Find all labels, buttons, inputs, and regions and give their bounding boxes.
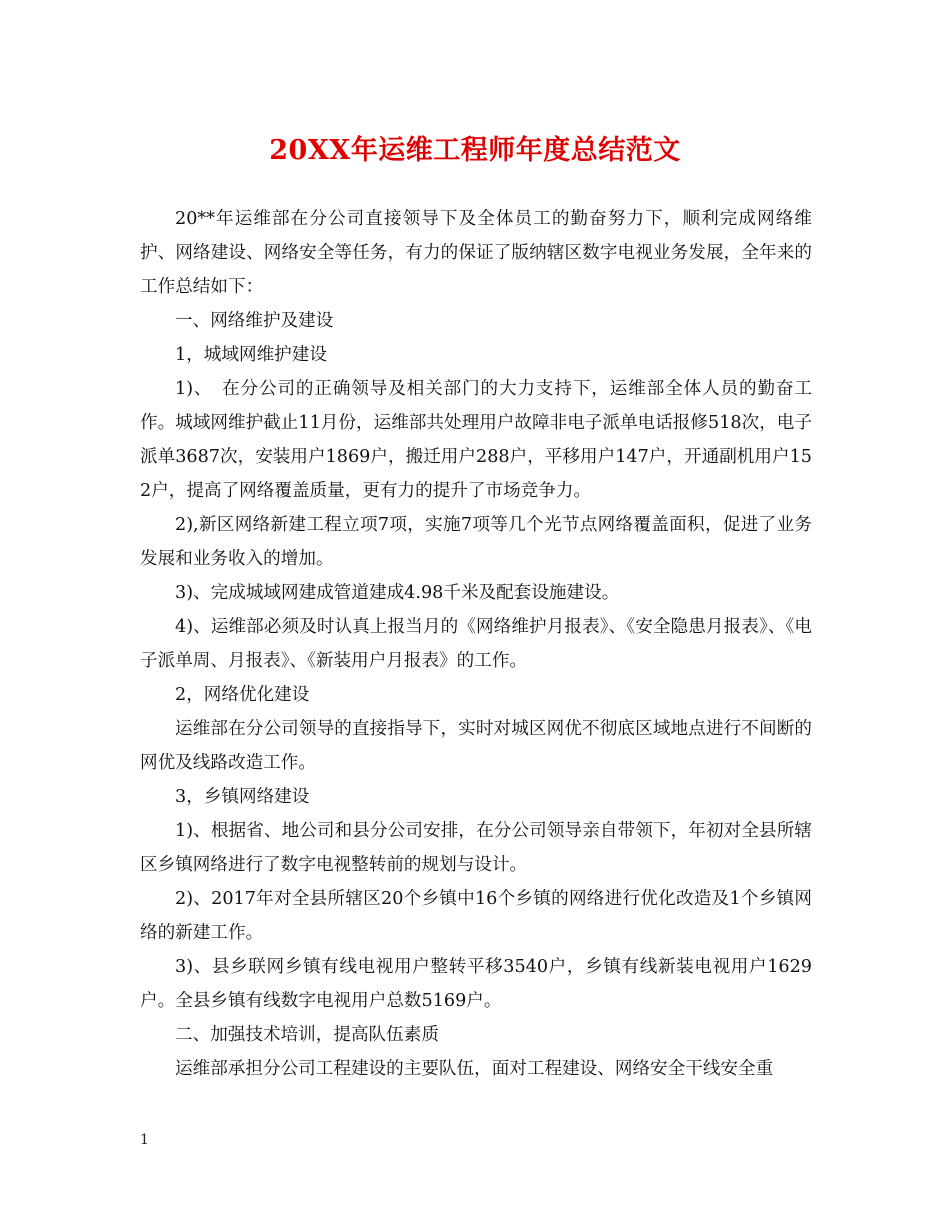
page-number: 1: [140, 1132, 149, 1148]
paragraph-metro-4: 4)、运维部必须及时认真上报当月的《网络维护月报表》、《安全隐患月报表》、《电子派单周、月报表》、《新装用户月报表》的工作。: [140, 617, 812, 671]
paragraph-township-2: 2)、2017年对全县所辖区20个乡镇中16个乡镇的网络进行优化改造及1个乡镇网络的新建工作。: [140, 889, 812, 943]
paragraph-intro: 20**年运维部在分公司直接领导下及全体员工的勤奋努力下，顺利完成网络维护、网络建设、网络安全等任务，有力的保证了版纳辖区数字电视业务发展，全年来的工作总结如下：: [140, 209, 812, 297]
subsection-heading-network-optimization: 2，网络优化建设: [175, 685, 310, 705]
document-title: 20XX年运维工程师年度总结范文: [269, 135, 681, 166]
paragraph-optimization: 运维部在分公司领导的直接指导下，实时对城区网优不彻底区域地点进行不间断的网优及线路改造工作。: [140, 719, 812, 773]
paragraph-township-1: 1)、根据省、地公司和县分公司安排，在分公司领导亲自带领下，年初对全县所辖区乡镇网络进行了数字电视整转前的规划与设计。: [140, 821, 812, 875]
paragraph-metro-2: 2),新区网络新建工程立项7项，实施7项等几个光节点网络覆盖面积，促进了业务发展和业务收入的增加。: [140, 515, 812, 569]
paragraph-township-3: 3)、县乡联网乡镇有线电视用户整转平移3540户，乡镇有线新装电视用户1629户。全县乡镇有线数字电视用户总数5169户。: [140, 957, 812, 1011]
section-heading-training: 二、加强技术培训，提高队伍素质: [175, 1025, 439, 1045]
subsection-heading-township-network: 3，乡镇网络建设: [175, 787, 310, 807]
paragraph-metro-3: 3)、完成城域网建成管道建成4.98千米及配套设施建设。: [175, 583, 620, 603]
subsection-heading-metro-network: 1，城域网维护建设: [175, 345, 327, 365]
paragraph-training: 运维部承担分公司工程建设的主要队伍，面对工程建设、网络安全干线安全重: [175, 1059, 774, 1079]
document-body: [140, 202, 812, 1086]
paragraph-metro-1: 1)、 在分公司的正确领导及相关部门的大力支持下，运维部全体人员的勤奋工作。城域网维护截止11月份，运维部共处理用户故障非电子派单电话报修518次，电子派单3687次，安装用户1869户，搬迁用户288户，平移用户147户，开通副机用户152户，提高了网络覆盖质量，更有力的提升了市场竞争力。: [140, 379, 812, 501]
section-heading-network-maintenance: 一、网络维护及建设: [175, 311, 334, 331]
